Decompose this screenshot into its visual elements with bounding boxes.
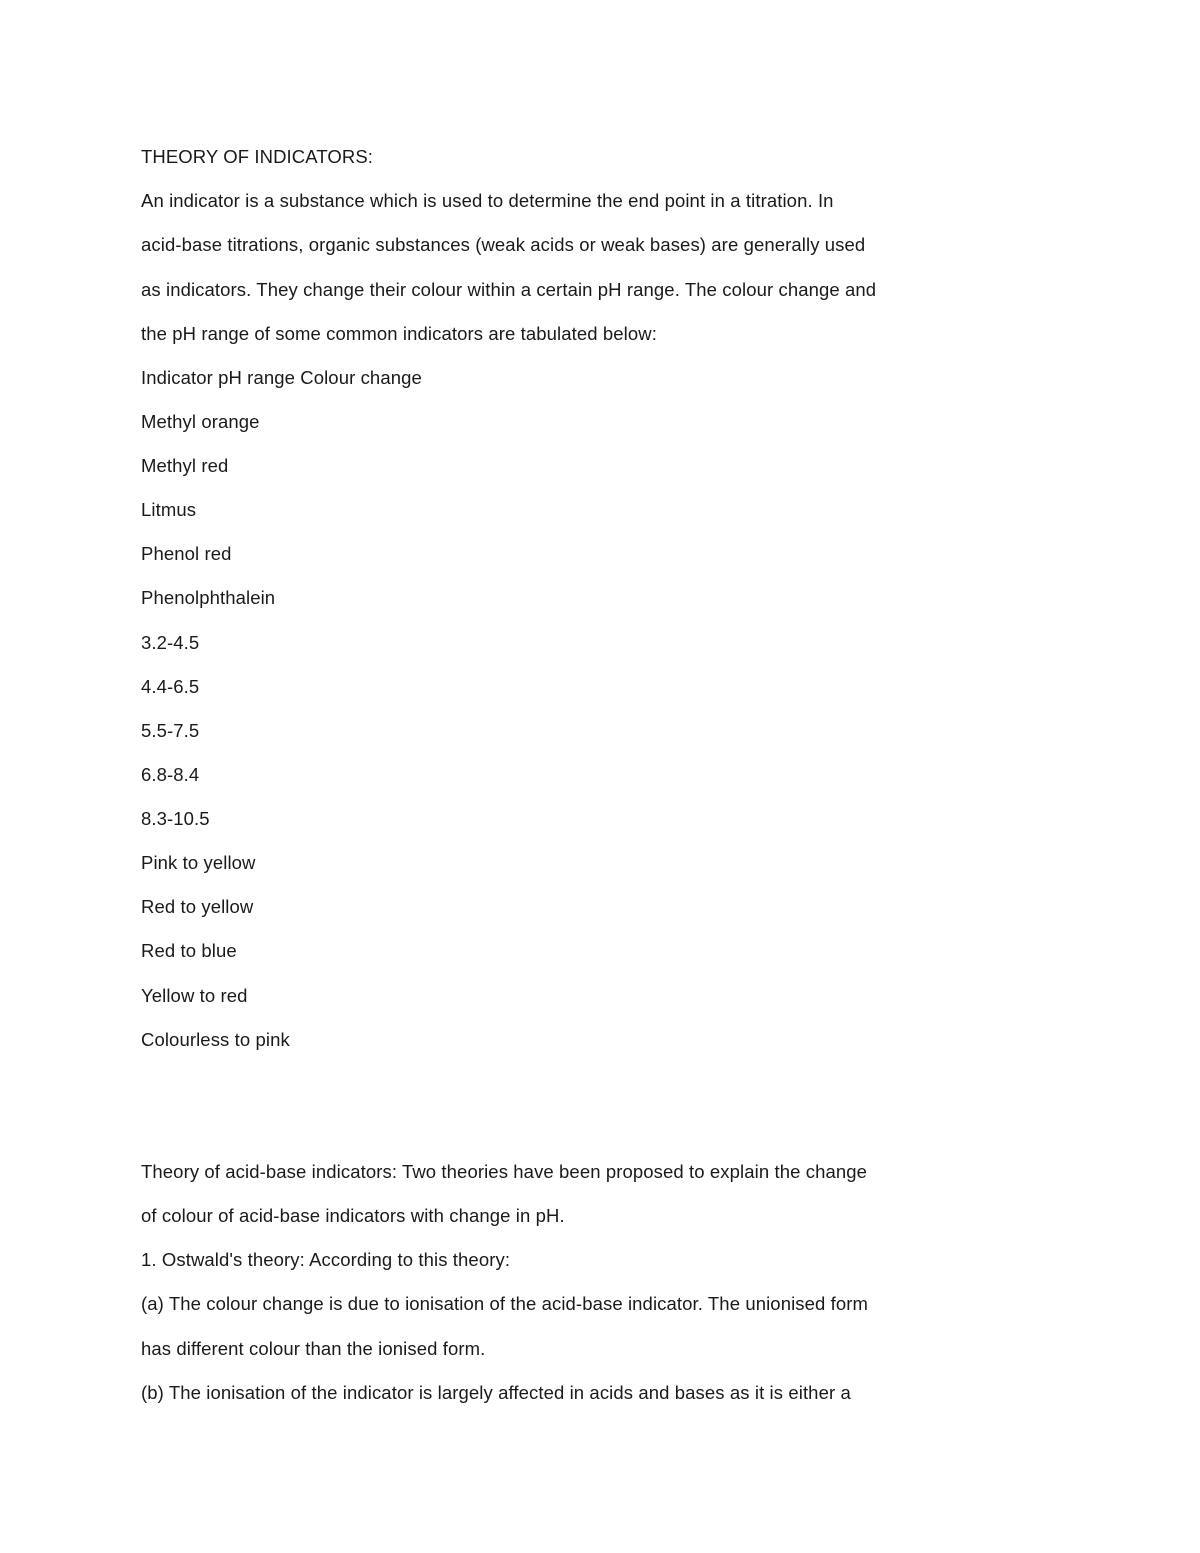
paragraph-line: acid-base titrations, organic substances (weak acids or weak bases) are generally used [141,234,866,255]
paragraph-line: (b) The ionisation of the indicator is largely affected in acids and bases as it is either a [141,1382,851,1403]
paragraph-line: the pH range of some common indicators are tabulated below: [141,323,657,344]
colour-change-value: Red to blue [141,940,237,961]
paragraph-line: (a) The colour change is due to ionisation of the acid-base indicator. The unionised form [141,1293,869,1314]
ph-range-value: 3.2-4.5 [141,632,200,653]
colour-change-value: Pink to yellow [141,852,256,873]
ph-range-value: 6.8-8.4 [141,764,200,785]
paragraph-line: of colour of acid-base indicators with change in pH. [141,1205,565,1226]
indicator-name: Methyl orange [141,411,260,432]
colour-change-value: Colourless to pink [141,1029,290,1050]
paragraph-line: An indicator is a substance which is used to determine the end point in a titration. In [141,190,834,211]
paragraph-line: Theory of acid-base indicators: Two theories have been proposed to explain the change [141,1161,868,1182]
document-heading: THEORY OF INDICATORS: [141,146,374,167]
indicator-name: Methyl red [141,455,229,476]
indicator-name: Phenolphthalein [141,587,276,608]
colour-change-value: Yellow to red [141,985,248,1006]
ph-range-value: 8.3-10.5 [141,808,210,829]
paragraph-line: 1. Ostwald's theory: According to this theory: [141,1249,511,1270]
indicator-name: Phenol red [141,543,232,564]
ph-range-value: 4.4-6.5 [141,676,200,697]
ph-range-value: 5.5-7.5 [141,720,200,741]
paragraph-line: has different colour than the ionised form. [141,1338,486,1359]
indicator-name: Litmus [141,499,197,520]
colour-change-value: Red to yellow [141,896,254,917]
paragraph-line: as indicators. They change their colour within a certain pH range. The colour change and [141,279,877,300]
table-header-line: Indicator pH range Colour change [141,367,422,388]
